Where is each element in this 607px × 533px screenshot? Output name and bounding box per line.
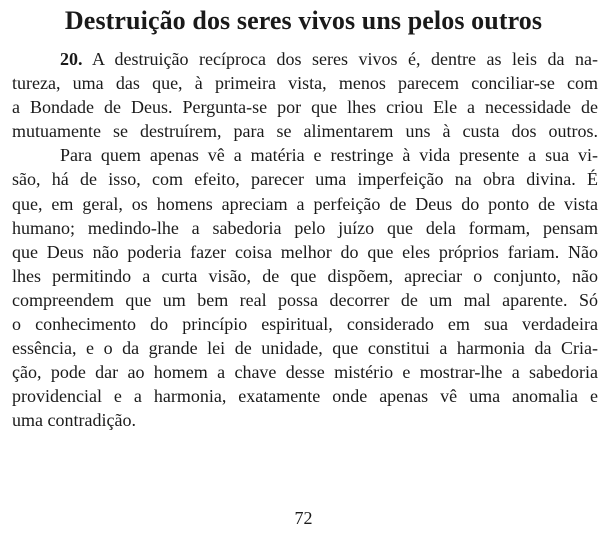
paragraph-1-line-1-text: A destruição recíproca dos seres vivos é, dentre as leis da na- (82, 49, 598, 69)
paragraph-1-line-4: mutuamente se destruírem, para se alimentarem uns à custa dos outros. (12, 121, 598, 142)
paragraph-2-line-12: uma contradição. (12, 410, 136, 431)
paragraph-2-line-3: que, em geral, os homens apreciam a perfeição de Deus do ponto de vista (12, 193, 598, 214)
paragraph-2-line-8: o conhecimento do princípio espiritual, considerado em sua verdadeira (12, 314, 598, 335)
paragraph-number: 20. (60, 49, 83, 69)
page-number: 72 (294, 508, 313, 528)
section-title: Destruição dos seres vivos uns pelos outros (64, 6, 543, 35)
paragraph-2-line-4: humano; medindo-lhe a sabedoria pelo juízo que dela formam, pensam (12, 217, 598, 238)
paragraph-2-line-9: essência, e o da grande lei de unidade, que constitui a harmonia da Cria- (12, 338, 598, 359)
paragraph-2-line-5: que Deus não poderia fazer coisa melhor do que eles próprios fariam. Não (12, 241, 598, 262)
paragraph-2-line-10: ção, pode dar ao homem a chave desse mistério e mostrar-lhe a sabedoria (12, 362, 598, 383)
body-text (12, 47, 598, 433)
paragraph-2-line-11: providencial e a harmonia, exatamente onde apenas vê uma anomalia e (12, 386, 598, 407)
paragraph-2-line-7: compreendem que um bem real possa decorrer de um mal aparente. Só (12, 289, 598, 310)
paragraph-1-line-3: a Bondade de Deus. Pergunta-se por que lhes criou Ele a necessidade de (12, 97, 598, 118)
paragraph-2-line-1: Para quem apenas vê a matéria e restringe à vida presente a sua vi- (60, 145, 598, 166)
paragraph-1-line-2: tureza, uma das que, à primeira vista, menos parecem conciliar-se com (12, 73, 598, 94)
paragraph-2-line-2: são, há de isso, com efeito, parecer uma imperfeição na obra divina. É (12, 169, 598, 190)
paragraph-2-line-6: lhes permitindo a curta visão, de que dispõem, apreciar o conjunto, não (12, 265, 598, 286)
paragraph-1-line-1 (12, 47, 598, 71)
